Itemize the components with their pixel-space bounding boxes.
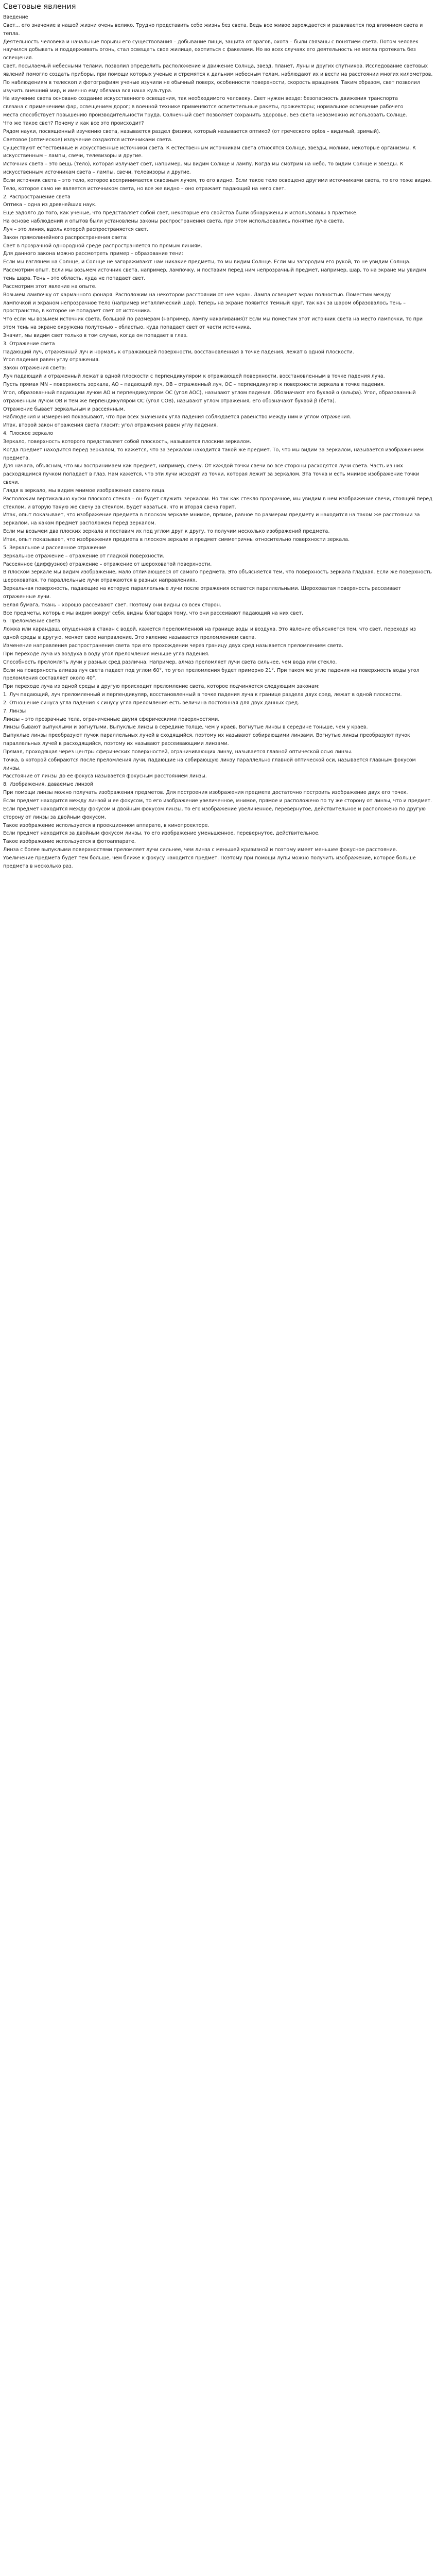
document-paragraph: Если источник света – это тело, которое воспринимается сквозным лучом, то его видно. Если такое тело освещено другими источниками света, то его тоже видно. Тело, которое само не является источником света, но все же видно – оно отражает падающий на него свет. bbox=[3, 177, 433, 192]
document-paragraph: Если мы взглянем на Солнце, и Солнце не загораживают нам никакие предметы, то мы видим Солнце. Если мы загородим его рукой, то не увидим Солнца. bbox=[3, 259, 411, 265]
document-paragraph: Зеркальная поверхность, падающие на которую параллельные лучи после отражения остаются параллельными. Шероховатая поверхность рассеивает отраженные лучи. bbox=[3, 586, 403, 600]
document-page bbox=[0, 0, 436, 871]
document-paragraph: Световое (оптическое) излучение создаются источниками света. bbox=[3, 137, 173, 143]
document-paragraph: Глядя в зеркало, мы видим мнимое изображение своего лица. bbox=[3, 487, 166, 494]
document-paragraph: 3. Отражение света bbox=[3, 341, 55, 347]
document-paragraph: Прямая, проходящая через центры сферических поверхностей, ограничивающих линзу, называется главной оптической осью линзы. bbox=[3, 749, 353, 755]
document-paragraph: Еще задолго до того, как ученые, что представляет собой свет, некоторые его свойства были обнаружены и использованы в практике. bbox=[3, 210, 358, 216]
document-paragraph: Зеркало, поверхность которого представляет собой плоскость, называется плоским зеркалом. bbox=[3, 438, 252, 445]
document-paragraph: Зеркальное отражение – отражение от гладкой поверхности. bbox=[3, 553, 165, 559]
document-paragraph: Если мы возьмем два плоских зеркала и поставим их под углом друг к другу, то получим несколько изображений предмета. bbox=[3, 529, 330, 535]
document-paragraph: При переходе луча из одной среды в другую происходит преломление света, которое подчиняется следующим законам: bbox=[3, 684, 320, 690]
document-paragraph: Изменение направления распространения света при его прохождении через границу двух сред называется преломлением света. bbox=[3, 642, 344, 649]
document-paragraph: Рядом науки, посвященный изучению света, называется раздел физики, который называется оптикой (от греческого optos – видимый, зримый). bbox=[3, 128, 380, 134]
document-paragraph: Источник света – это вещь (тело), которая излучает свет, например, мы видим Солнце и лампу. Когда мы смотрим на небо, то видим Солнце и звезды. К искусственным источникам света – лампы, свечи, телевизоры и другие. bbox=[3, 161, 405, 176]
document-paragraph: Такое изображение используется в фотоаппарате. bbox=[3, 839, 136, 845]
document-paragraph: 7. Линзы bbox=[3, 708, 26, 714]
document-paragraph: Выпуклые линзы преобразуют пучок параллельных лучей в сходящийся, поэтому их называют собирающими линзами. Вогнутые линзы преобразуют пучок параллельных лучей в расходящийся, поэтому их называют рассеивающими линзами. bbox=[3, 733, 412, 747]
document-paragraph: На основе наблюдений и опытов были установлены законы распространения света, при этом использовались понятие луча света. bbox=[3, 218, 344, 225]
document-paragraph: В плоском зеркале мы видим изображение, мало отличающееся от самого предмета. Это объясняется тем, что поверхность зеркала гладкая. Если же поверхность шероховатая, то параллельные лучи отражаются в разных направлениях. bbox=[3, 569, 433, 584]
document-paragraph: Введение bbox=[3, 14, 28, 20]
document-paragraph: Луч – это линия, вдоль которой распространяется свет. bbox=[3, 226, 148, 232]
document-paragraph: Такое изображение используется в проекционном аппарате, в кинопроекторе. bbox=[3, 822, 210, 828]
document-paragraph: Отражение бывает зеркальным и рассеянным. bbox=[3, 406, 125, 412]
document-paragraph: Свет в прозрачной однородной среде распространяется по прямым линиям. bbox=[3, 243, 202, 249]
document-paragraph: Итак, опыт показывает, что изображение предмета в плоском зеркале мнимое, прямое, равное по размерам предмету и находится на таком же расстоянии за зеркалом, на каком предмет расположен перед зеркалом. bbox=[3, 512, 422, 527]
document-paragraph: Пусть прямая MN – поверхность зеркала, AO – падающий луч, OB – отраженный луч, OC – перпендикуляр к поверхности зеркала в точке падения. bbox=[3, 381, 385, 387]
document-paragraph: лампочкой и экраном непрозрачное тело (например металлический шар). Теперь на экране появится темный круг, так как за шаром образовалось тень – пространство, в которое не попадает свет от источника. bbox=[3, 300, 407, 314]
document-paragraph: Итак, опыт показывает, что изображения предмета в плоском зеркале и предмет симметричны относительно поверхности зеркала. bbox=[3, 537, 350, 543]
document-paragraph: Свет... его значение в нашей жизни очень велико. Трудно представить себе жизнь без света. Ведь все живое зарождается и развивается под влиянием света и тепла. bbox=[3, 22, 425, 37]
document-paragraph: 1. Луч падающий, луч преломленный и перпендикуляр, восстановленный в точке падения луча к границе раздела двух сред, лежат в одной плоскости. bbox=[3, 692, 402, 698]
document-paragraph: Белая бумага, ткань – хорошо рассеивают свет. Поэтому они видны со всех сторон. bbox=[3, 602, 221, 608]
document-paragraph: Увеличение предмета будет тем больше, чем ближе к фокусу находится предмет. Поэтому при помощи лупы можно получить изображение, которое больше предмета в несколько раз. bbox=[3, 855, 417, 869]
document-paragraph: Оптика – одна из древнейших наук. bbox=[3, 202, 97, 208]
document-paragraph: 8. Изображения, даваемые линзой bbox=[3, 782, 93, 788]
document-paragraph: Угол, образованный падающим лучом AO и перпендикуляром OC (угол AOC), называют углом падения. Обозначают его буквой α (альфа). Угол, образованный отраженным лучом OB и тем же перпендикуляром OC (угол COB), называют углом отражения, его обозначают буквой β (бета). bbox=[3, 389, 417, 404]
document-paragraph: При переходе луча из воздуха в воду угол преломления меньше угла падения. bbox=[3, 651, 210, 657]
document-paragraph: Если на поверхность алмаза луч света падает под углом 60°, то угол преломления будет примерно 21°. При таком же угле падения на поверхность воды угол преломления составляет около 40°. bbox=[3, 667, 421, 682]
document-paragraph: Возьмем лампочку от карманного фонаря. Расположим на некотором расстоянии от нее экран. Лампа освещает экран полностью. Поместим между bbox=[3, 292, 391, 298]
document-body bbox=[3, 13, 433, 871]
document-title: Световые явления bbox=[3, 3, 76, 11]
document-paragraph: Точка, в которой собираются после преломления лучи, падающие на собирающую линзу параллельно главной оптической оси, называется главным фокусом линзы. bbox=[3, 757, 417, 771]
document-paragraph: Если предмет находится между линзой и ее фокусом, то его изображение увеличенное, мнимое, прямое и расположено по ту же сторону от линзы, что и предмет. bbox=[3, 798, 432, 804]
document-paragraph: 5. Зеркальное и рассеянное отражение bbox=[3, 545, 107, 551]
document-paragraph: Для данного закона можно рассмотреть пример – образование тени: bbox=[3, 251, 183, 257]
document-paragraph: Закон прямолинейного распространения света: bbox=[3, 234, 128, 241]
document-paragraph: 6. Преломление света bbox=[3, 618, 61, 624]
document-paragraph: Рассеянное (диффузное) отражение – отражение от шероховатой поверхности. bbox=[3, 561, 212, 567]
document-paragraph: Что же такое свет? Почему и как все это происходит? bbox=[3, 120, 144, 126]
document-paragraph: Угол падения равен углу отражения. bbox=[3, 357, 100, 363]
document-paragraph: Падающий луч, отраженный луч и нормаль к отражающей поверхности, восстановленная в точке падения, лежат в одной плоскости. bbox=[3, 349, 354, 355]
document-paragraph: Когда предмет находится перед зеркалом, то кажется, что за зеркалом находится такой же предмет. То, что мы видим за зеркалом, называется изображением предмета. bbox=[3, 447, 426, 461]
document-paragraph: Что если мы возьмем источник света, большой по размерам (например, лампу накаливания)? Если мы поместим этот источник света на место лампочки, то при этом тень на экране окружена полутенью – областью, куда попадает свет от части источника. bbox=[3, 316, 425, 331]
document-paragraph: При помощи линзы можно получать изображения предметов. Для построения изображения предмета достаточно построить изображение двух его точек. bbox=[3, 790, 408, 796]
document-paragraph: Наблюдения и измерения показывают, что при всех значениях угла падения соблюдается равенство между ним и углом отражения. bbox=[3, 414, 352, 420]
document-paragraph: Существуют естественные и искусственные источники света. К естественным источникам света относятся Солнце, звезды, молнии, некоторые организмы. К искусственным – лампы, свечи, телевизоры и другие. bbox=[3, 145, 418, 159]
document-paragraph: Расположим вертикально куски плоского стекла – он будет служить зеркалом. Но так как стекло прозрачное, мы увидим в нем изображение свечи, стоящей перед стеклом, и вторую такую же свечу за стеклом. Будет казаться, что и вторая свеча горит. bbox=[3, 496, 434, 510]
document-paragraph: Деятельность человека и начальные порывы его существования – добывание пищи, защита от врагов, охота – были связаны с понятием света. Потом человек научился добывать и поддерживать огонь, стал освещать свое жилище, охотиться с факелами. Но во всех случаях его деятельность не могла протекать без освещения. bbox=[3, 39, 420, 61]
document-paragraph: 2. Распространение света bbox=[3, 194, 71, 200]
document-paragraph: Линзы – это прозрачные тела, ограниченные двумя сферическими поверхностями. bbox=[3, 716, 220, 722]
document-paragraph: Рассмотрим опыт. Если мы возьмем источник света, например, лампочку, и поставим перед ним непрозрачный предмет, например, шар, то на экране мы увидим тень шара. Тень – это область, куда не попадает свет. bbox=[3, 267, 428, 281]
document-paragraph: Линза с более выпуклыми поверхностями преломляет лучи сильнее, чем линза с меньшей кривизной и поэтому имеет меньшее фокусное расстояние. bbox=[3, 847, 397, 853]
document-paragraph: Рассмотрим этот явление на опыте. bbox=[3, 283, 97, 290]
document-paragraph: Расстояние от линзы до ее фокуса называется фокусным расстоянием линзы. bbox=[3, 773, 207, 779]
document-paragraph: Закон отражения света: bbox=[3, 365, 66, 371]
document-paragraph: связана с применением фар, освещением дорог; в военной технике применяются осветительные ракеты, прожекторы; нормальное освещение рабочего bbox=[3, 104, 404, 110]
document-paragraph: Если предмет находится между фокусом и двойным фокусом линзы, то его изображение увеличенное, перевернутое, действительное и расположено по другую сторону от линзы за двойным фокусом. bbox=[3, 806, 427, 820]
document-paragraph: Луч падающий и отраженный лежат в одной плоскости с перпендикуляром к отражающей поверхности, восстановленным в точке падения луча. bbox=[3, 374, 385, 380]
document-paragraph: 4. Плоское зеркало bbox=[3, 431, 54, 437]
document-paragraph: Способность преломлять лучи у разных сред различна. Например, алмаз преломляет лучи света сильнее, чем вода или стекло. bbox=[3, 659, 337, 665]
document-paragraph: Значит, мы видим свет только в том случае, когда он попадает в глаз. bbox=[3, 332, 188, 338]
document-paragraph: Для начала, объясним, что мы воспринимаем как предмет, например, свечу. От каждой точки свечи во все стороны расходятся лучи света. Часть из них расходящимся пучком попадает в глаз. Нам кажется, что эти лучи исходят из точки, которая лежит за зеркалом. Эта точка и есть мнимое изображение точки свечи. bbox=[3, 463, 421, 486]
document-paragraph: Все предметы, которые мы видим вокруг себя, видны благодаря тому, что они рассеивают падающий на них свет. bbox=[3, 610, 303, 616]
document-paragraph: Линзы бывают выпуклыми и вогнутыми. Выпуклые линзы в середине толще, чем у краев. Вогнутые линзы в середине тоньше, чем у краев. bbox=[3, 724, 368, 731]
document-paragraph: Ложка или карандаш, опущенная в стакан с водой, кажется переломленной на границе воды и воздуха. Это явление объясняется тем, что свет, переходя из одной среды в другую, меняет свое направление. Это явление называется преломлением света. bbox=[3, 626, 417, 641]
document-paragraph: 2. Отношение синуса угла падения к синусу угла преломления есть величина постоянная для двух данных сред. bbox=[3, 700, 300, 706]
document-paragraph: Итак, второй закон отражения света гласит: угол отражения равен углу падения. bbox=[3, 422, 218, 429]
document-paragraph: На изучение света основано создание искусственного освещения, так необходимого человеку. Свет нужен везде: безопасность движения транспорта bbox=[3, 96, 398, 102]
document-paragraph: Если предмет находится за двойным фокусом линзы, то его изображение уменьшенное, перевернутое, действительное. bbox=[3, 831, 320, 837]
document-paragraph: места способствует повышению производительности труда. Солнечный свет позволяет сохранить здоровье. Без света невозможно использовать Солнце. bbox=[3, 112, 407, 118]
document-paragraph: Свет, посылаемый небесными телами, позволил определить расположение и движение Солнца, звезд, планет, Луны и других спутников. Исследование световых явлений помогло создать приборы, при помощи которых ученые и стремятся к дальним небесным телам, наблюдают их и вести на расстоянии многих километров. По наблюдениям в телескоп и фотографиям ученые изучили не обычный поверх, особенности поверхности, скорость вращения. Таким образом, свет позволил изучить внешний мир, и именно ему обязана вся наша культура. bbox=[3, 63, 434, 94]
